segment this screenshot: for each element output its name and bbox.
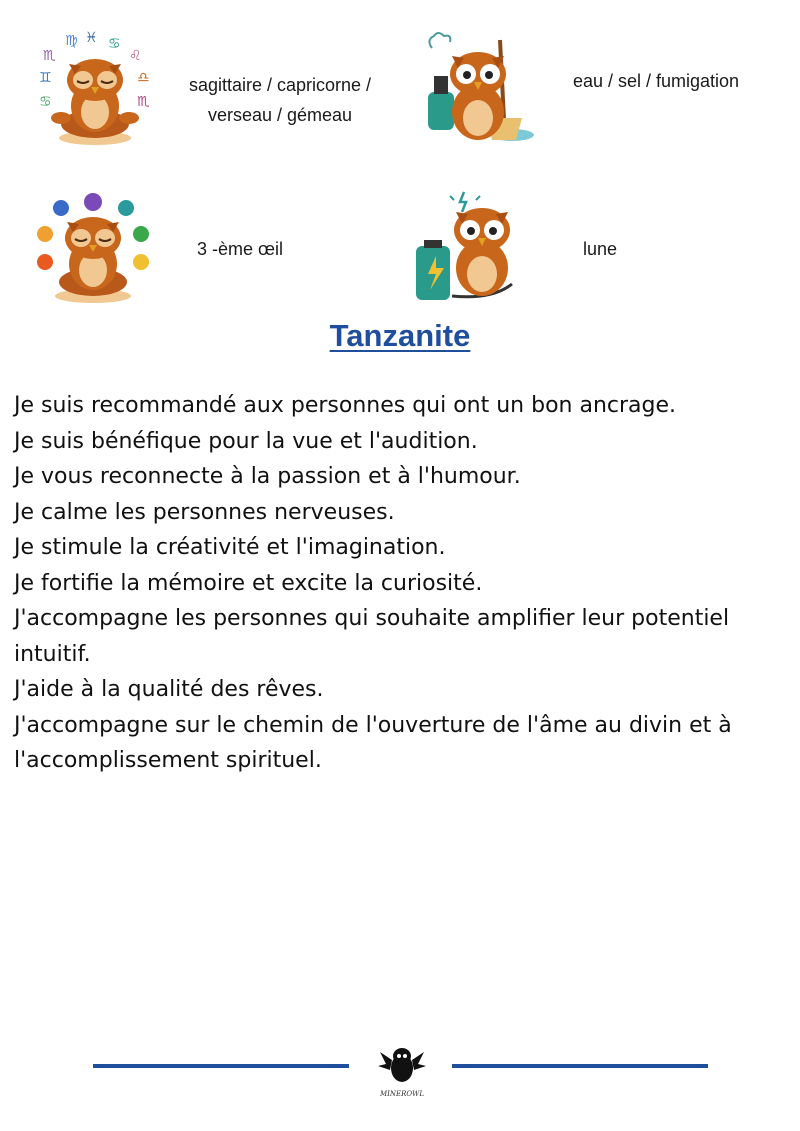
zodiac-glyph: ♏ xyxy=(137,94,150,110)
chakra-owl-icon xyxy=(33,190,163,305)
footer-rule-right xyxy=(452,1064,708,1068)
recharging-owl-icon xyxy=(412,188,530,306)
logo-text: MINEROWL xyxy=(379,1090,425,1098)
zodiac-glyph: ♋ xyxy=(108,36,121,52)
moon-label: lune xyxy=(582,239,618,259)
zodiac-glyph: ♓ xyxy=(85,30,98,46)
zodiac-glyph: ♊ xyxy=(39,70,52,86)
zodiac-glyph: ♍ xyxy=(65,33,78,49)
zodiac-glyph: ♋ xyxy=(39,94,52,110)
stone-title: Tanzanite xyxy=(329,318,471,353)
zodiac-glyph: ♏ xyxy=(43,48,56,64)
stone-description xyxy=(14,388,789,779)
description-line: J'aide à la qualité des rêves. xyxy=(14,677,324,702)
description-line: Je vous reconnecte à la passion et à l'humour. xyxy=(14,464,521,489)
description-line: J'accompagne les personnes qui souhaite amplifier leur potentiel intuitif. xyxy=(14,606,730,667)
minerowl-logo xyxy=(372,1030,432,1100)
cleaning-owl-icon xyxy=(412,30,537,148)
zodiac-glyph: ♎ xyxy=(137,70,150,86)
description-line: Je suis bénéfique pour la vue et l'audition. xyxy=(14,428,478,454)
description-line: J'accompagne sur le chemin de l'ouverture de l'âme au divin et à l'accomplissement spirituel. xyxy=(14,712,732,773)
zodiac-owl-icon xyxy=(33,30,163,148)
footer-rule-left xyxy=(93,1064,349,1068)
description-line: Je suis recommandé aux personnes qui ont un bon ancrage. xyxy=(14,393,677,418)
description-line: Je stimule la créativité et l'imagination. xyxy=(14,535,446,560)
chakra-label: 3 -ème œil xyxy=(196,239,283,259)
zodiac-signs-label: sagittaire / capricorne / verseau / gémeau xyxy=(188,75,372,125)
description-line: Je calme les personnes nerveuses. xyxy=(14,499,395,525)
description-line: Je fortifie la mémoire et excite la curiosité. xyxy=(14,570,483,596)
zodiac-glyph: ♌ xyxy=(129,48,142,64)
cleansing-methods-label: eau / sel / fumigation xyxy=(572,71,740,91)
